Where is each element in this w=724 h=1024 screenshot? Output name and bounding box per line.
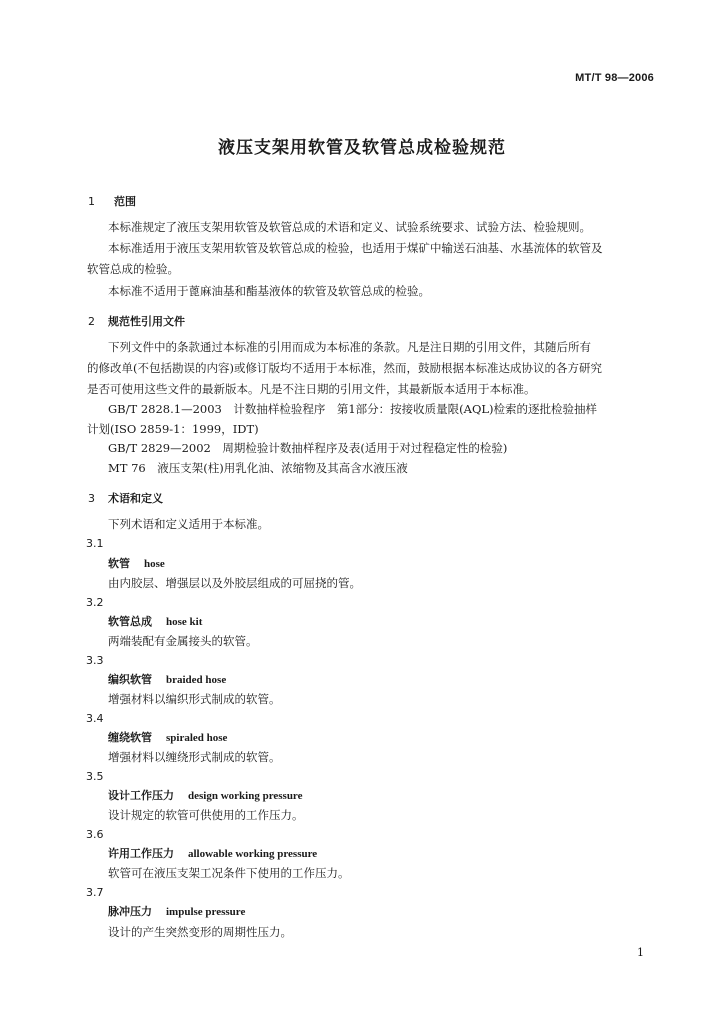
term-definition: 增强材料以编织形式制成的软管。 xyxy=(108,692,281,706)
reference-item: GB/T 2828.1—2003 计数抽样检验程序 第1部分：按接收质量限(AQL)检索的逐批检验抽样 xyxy=(108,402,597,416)
term-en: hose xyxy=(144,558,165,570)
section-3-intro: 下列术语和定义适用于本标准。 xyxy=(108,517,269,531)
document-title: 液压支架用软管及软管总成检验规范 xyxy=(218,138,506,158)
term-number: 3.4 xyxy=(86,712,104,725)
term-definition: 设计的产生突然变形的周期性压力。 xyxy=(108,925,292,939)
section-3-heading: 术语和定义 xyxy=(108,492,163,505)
term-en: spiraled hose xyxy=(166,732,228,744)
term-zh: 软管 xyxy=(108,557,130,570)
section-2-number: 2 xyxy=(88,315,95,328)
term-number: 3.6 xyxy=(86,828,104,841)
term-number: 3.7 xyxy=(86,886,104,899)
term-en: allowable working pressure xyxy=(188,848,318,860)
section-2-heading: 规范性引用文件 xyxy=(108,315,185,328)
term-zh: 软管总成 xyxy=(108,615,152,628)
term-heading xyxy=(108,614,202,630)
section-3-number: 3 xyxy=(88,492,95,505)
term-number: 3.5 xyxy=(86,770,104,783)
term-zh: 许用工作压力 xyxy=(108,847,174,860)
term-heading xyxy=(108,904,245,920)
term-heading xyxy=(108,672,226,688)
term-definition: 增强材料以缠绕形式制成的软管。 xyxy=(108,750,281,764)
section-1-number: 1 xyxy=(88,195,95,208)
term-heading xyxy=(108,556,165,572)
term-heading xyxy=(108,788,303,804)
term-zh: 编织软管 xyxy=(108,673,152,686)
term-en: design working pressure xyxy=(188,790,303,802)
term-zh: 设计工作压力 xyxy=(108,789,174,802)
section-2-line: 的修改单(不包括勘误的内容)或修订版均不适用于本标准，然而，鼓励根据本标准达成协议的各方研究 xyxy=(87,361,602,375)
term-definition: 两端装配有金属接头的软管。 xyxy=(108,634,258,648)
section-2-line: 是否可使用这些文件的最新版本。凡是不注日期的引用文件，其最新版本适用于本标准。 xyxy=(87,382,536,396)
term-heading xyxy=(108,846,317,862)
term-number: 3.2 xyxy=(86,596,104,609)
section-1-heading: 范围 xyxy=(114,195,136,208)
section-1-line: 本标准规定了液压支架用软管及软管总成的术语和定义、试验系统要求、试验方法、检验规则。 xyxy=(108,220,591,234)
reference-item: MT 76 液压支架(柱)用乳化油、浓缩物及其高含水液压液 xyxy=(108,461,408,475)
term-number: 3.1 xyxy=(86,537,104,550)
term-definition: 软管可在液压支架工况条件下使用的工作压力。 xyxy=(108,866,350,880)
term-definition: 设计规定的软管可供使用的工作压力。 xyxy=(108,808,304,822)
section-1-line: 本标准适用于液压支架用软管及软管总成的检验，也适用于煤矿中输送石油基、水基流体的软管及 xyxy=(108,241,603,255)
term-number: 3.3 xyxy=(86,654,104,667)
term-zh: 脉冲压力 xyxy=(108,905,152,918)
term-en: braided hose xyxy=(166,674,227,686)
term-en: hose kit xyxy=(166,616,203,628)
term-heading xyxy=(108,730,227,746)
standard-code: MT/T 98—2006 xyxy=(575,72,654,84)
reference-item: GB/T 2829—2002 周期检验计数抽样程序及表(适用于对过程稳定性的检验) xyxy=(108,441,508,455)
page-number: 1 xyxy=(637,946,644,959)
section-2-line: 下列文件中的条款通过本标准的引用而成为本标准的条款。凡是注日期的引用文件，其随后所有 xyxy=(108,340,591,354)
term-zh: 缠绕软管 xyxy=(108,731,152,744)
section-1-line: 软管总成的检验。 xyxy=(87,262,179,276)
term-definition: 由内胶层、增强层以及外胶层组成的可屈挠的管。 xyxy=(108,576,361,590)
section-1-line: 本标准不适用于蓖麻油基和酯基液体的软管及软管总成的检验。 xyxy=(108,284,430,298)
term-en: impulse pressure xyxy=(166,906,246,918)
reference-item: 计划(ISO 2859-1：1999，IDT) xyxy=(87,422,259,436)
